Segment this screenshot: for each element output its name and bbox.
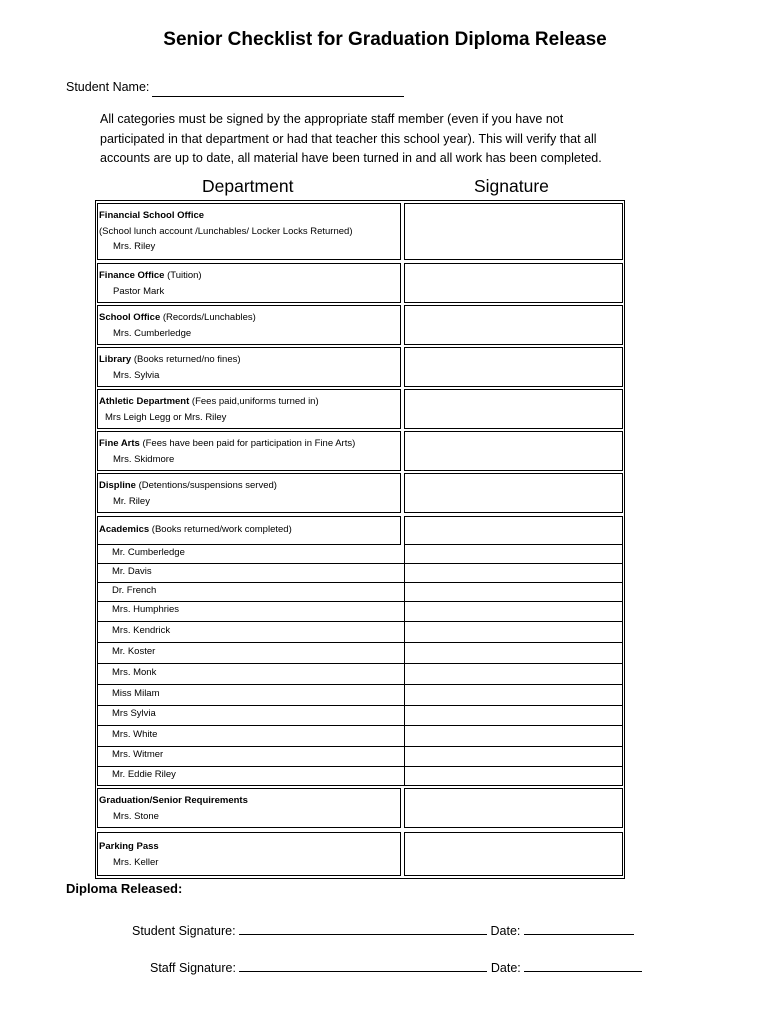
row-divider	[97, 663, 623, 664]
page-title: Senior Checklist for Graduation Diploma Release	[163, 29, 607, 50]
signature-field-fine-arts[interactable]	[404, 431, 623, 471]
dept-detail: (Fees have been paid for participation in Fine Arts)	[139, 438, 356, 449]
department-header: Department	[202, 176, 294, 196]
signature-field-athletic[interactable]	[404, 389, 623, 429]
dept-name: Academics	[99, 524, 150, 535]
student-date-field[interactable]	[524, 922, 634, 935]
instructions	[100, 110, 660, 169]
staff-date-field[interactable]	[524, 959, 642, 972]
teacher-name: Miss Milam	[112, 688, 160, 699]
teacher-name: Mr. Cumberledge	[112, 547, 185, 558]
dept-staff: Mrs. Stone	[113, 810, 159, 822]
staff-signature-label: Staff Signature:	[150, 961, 236, 975]
dept-staff: Mrs. Sylvia	[113, 369, 160, 381]
academics-right-border	[622, 545, 623, 785]
dept-name: Fine Arts	[99, 438, 140, 449]
teacher-name: Mrs. Humphries	[112, 604, 180, 615]
row-divider	[97, 601, 623, 602]
academics-left-border	[97, 545, 98, 785]
staff-signature-field[interactable]	[239, 959, 487, 972]
dept-name: School Office	[99, 312, 161, 323]
dept-name: Graduation/Senior Requirements	[99, 795, 248, 806]
teacher-name: Mrs. White	[112, 729, 158, 740]
signature-field-school-office[interactable]	[404, 305, 623, 345]
row-divider	[97, 621, 623, 622]
dept-detail: (School lunch account /Lunchables/ Locker Locks Returned)	[99, 225, 353, 237]
staff-signature-row	[150, 959, 642, 975]
student-signature-field[interactable]	[239, 922, 487, 935]
dept-name: Library	[99, 354, 132, 365]
dept-detail: (Detentions/suspensions served)	[135, 480, 277, 491]
teacher-name: Mrs. Kendrick	[112, 625, 171, 636]
signature-header: Signature	[474, 176, 549, 196]
row-divider	[97, 642, 623, 643]
row-divider	[97, 746, 623, 747]
instruction-line: All categories must be signed by the appropriate staff member (even if you have not	[100, 112, 564, 126]
row-divider	[97, 684, 623, 685]
dept-staff: Mrs. Skidmore	[113, 453, 175, 465]
dept-name: Athletic Department	[99, 396, 190, 407]
dept-detail: (Fees paid,uniforms turned in)	[189, 396, 319, 407]
dept-cell-finance-office	[97, 263, 401, 303]
teacher-name: Mr. Davis	[112, 566, 152, 577]
teacher-name: Mr. Eddie Riley	[112, 769, 176, 780]
dept-detail: (Tuition)	[164, 270, 202, 281]
student-name-field[interactable]	[152, 96, 404, 97]
dept-detail: (Records/Lunchables)	[160, 312, 256, 323]
row-divider	[97, 785, 623, 786]
row-divider	[97, 725, 623, 726]
dept-detail: (Books returned/no fines)	[131, 354, 241, 365]
dept-staff: Mrs. Cumberledge	[113, 327, 192, 339]
dept-cell-athletic	[97, 389, 401, 429]
dept-staff: Pastor Mark	[113, 285, 165, 297]
teacher-name: Mrs Sylvia	[112, 708, 156, 719]
dept-cell-discipline	[97, 473, 401, 513]
dept-cell-school-office	[97, 305, 401, 345]
date-label: Date:	[490, 961, 521, 975]
row-divider	[97, 563, 623, 564]
row-divider	[97, 766, 623, 767]
instruction-line: accounts are up to date, all material have been turned in and all work has been completed.	[100, 151, 602, 165]
signature-field-discipline[interactable]	[404, 473, 623, 513]
dept-name: Finance Office	[99, 270, 165, 281]
academics-divider	[404, 545, 405, 785]
row-divider	[97, 582, 623, 583]
signature-field-financial-office[interactable]	[404, 203, 623, 260]
student-signature-row	[132, 922, 634, 938]
signature-field-academics[interactable]	[404, 516, 623, 545]
dept-name: Parking Pass	[99, 841, 159, 852]
dept-staff: Mr. Riley	[113, 495, 150, 507]
dept-name: Financial School Office	[99, 210, 205, 221]
signature-field-library[interactable]	[404, 347, 623, 387]
dept-staff: Mrs. Riley	[113, 241, 156, 252]
signature-field-graduation[interactable]	[404, 788, 623, 828]
date-label: Date:	[490, 924, 521, 938]
instruction-line: participated in that department or had that teacher this school year). This will verify that all	[100, 131, 597, 146]
dept-cell-parking	[97, 832, 401, 876]
dept-cell-financial-office	[97, 203, 401, 260]
dept-cell-fine-arts	[97, 431, 401, 471]
student-signature-label: Student Signature:	[132, 924, 236, 938]
diploma-released-label: Diploma Released:	[66, 881, 183, 896]
teacher-name: Mrs. Monk	[112, 667, 157, 678]
teacher-name: Mr. Koster	[112, 646, 156, 657]
teacher-name: Dr. French	[112, 585, 157, 596]
dept-staff: Mrs. Keller	[113, 856, 159, 868]
dept-cell-academics	[97, 516, 401, 545]
dept-cell-library	[97, 347, 401, 387]
dept-name: Displine	[99, 480, 136, 491]
dept-detail: (Books returned/work completed)	[149, 524, 292, 535]
teacher-name: Mrs. Witmer	[112, 749, 164, 760]
signature-field-parking[interactable]	[404, 832, 623, 876]
row-divider	[97, 705, 623, 706]
dept-staff: Mrs Leigh Legg or Mrs. Riley	[105, 411, 227, 423]
student-name-label: Student Name:	[66, 80, 150, 94]
signature-field-finance-office[interactable]	[404, 263, 623, 303]
dept-cell-graduation	[97, 788, 401, 828]
